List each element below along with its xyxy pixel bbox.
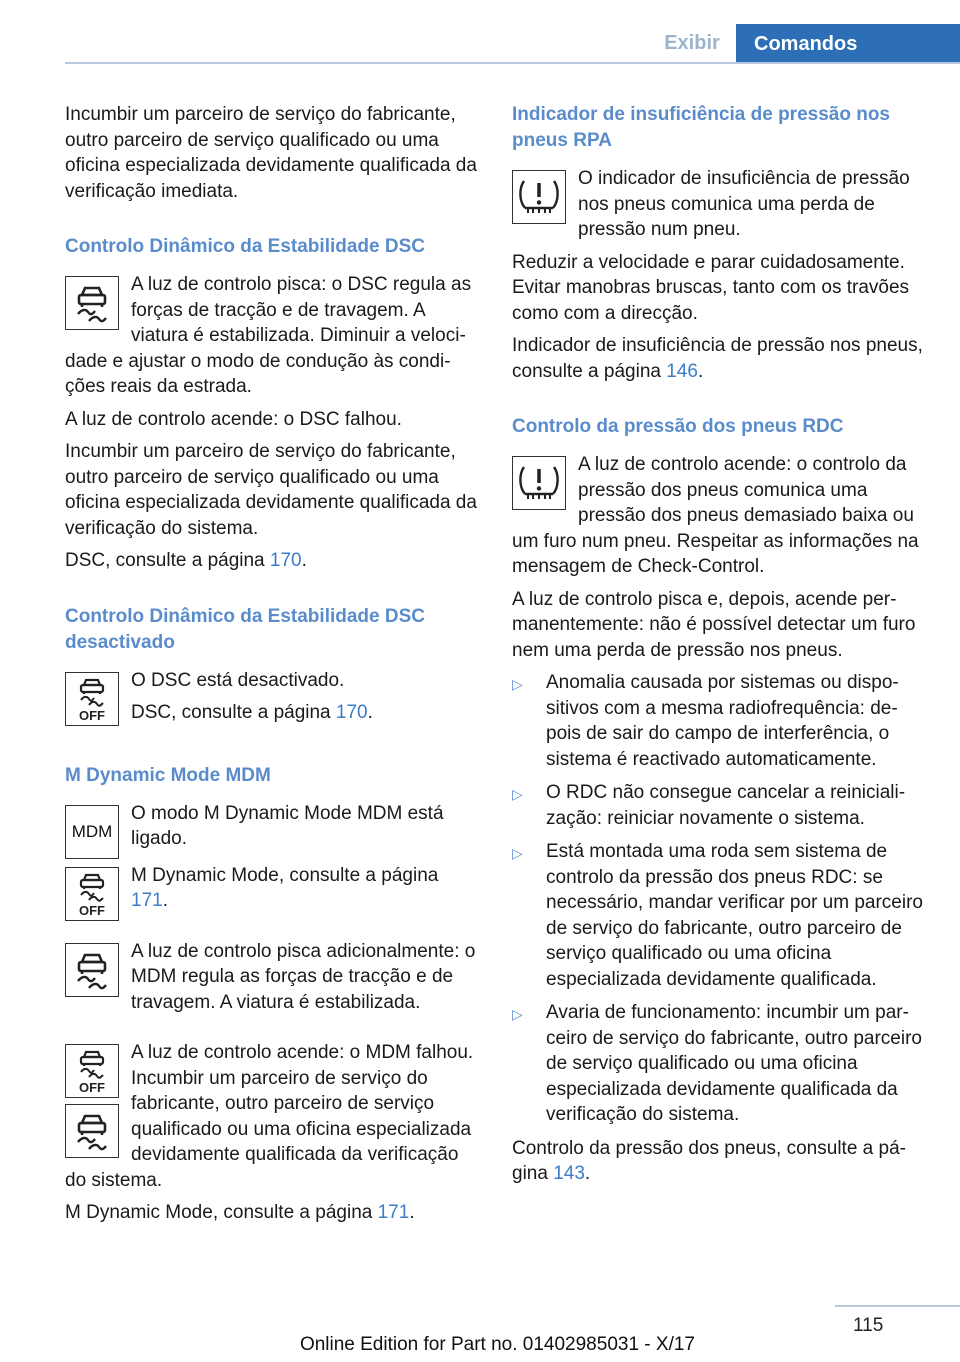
rpa-reference-end: .	[697, 360, 704, 382]
mdm-icon	[65, 805, 119, 859]
triangle-bullet-icon: ▷	[512, 786, 523, 802]
mdm-icon-stack	[65, 1040, 119, 1158]
page-number: 115	[853, 1315, 884, 1336]
mdm-page-link-1[interactable]: 171	[131, 890, 163, 911]
mdm-section-1	[65, 801, 479, 863]
mdm-paragraph-2: A luz de controlo pisca adicionalmente: o MDM regula as forças de tracção e de travagem. A viatura é estabilizada.	[131, 940, 476, 1013]
mdm-reference-1-end: .	[162, 890, 168, 911]
mdm-reference-2-text: M Dynamic Mode, consulte a página	[65, 1202, 378, 1223]
dsc-off-icon	[65, 672, 119, 726]
mdm-paragraph-1: O modo M Dynamic Mode MDM está ligado.	[131, 802, 444, 849]
list-item-text: Está montada uma roda sem sistema de controlo da pressão dos pneus RDC: se necessário, mandar verificar por um parceiro de serviço do fabricante, outro parceiro de serviço qualificado ou uma oficina especializada devidamente qualificada.	[546, 841, 923, 990]
rpa-paragraph-1: O indicador de insuficiência de pressão nos pneus comunica uma perda de pressão num pneu.	[578, 168, 910, 240]
mdm-section-2	[65, 863, 479, 925]
tire-pressure-warning-icon-2	[512, 456, 566, 510]
mdm-reference-2	[65, 1200, 479, 1226]
intro-paragraph: Incumbir um parceiro de serviço do fabricante, outro parceiro de serviço qualificado ou uma oficina especializada devidamente qualificada da verificação imediata.	[65, 104, 477, 202]
dsc-warning-icon-2	[65, 943, 119, 997]
dsc-off-heading: Controlo Dinâmico da Estabilidade DSC desactivado	[65, 605, 425, 653]
dsc-reference-end: .	[301, 550, 307, 571]
mdm-section-4	[65, 1040, 479, 1200]
triangle-bullet-icon: ▷	[512, 1006, 523, 1022]
rpa-reference-text: Indicador de insuficiência de pressão nos pneus, consulte a página	[512, 335, 923, 382]
rdc-paragraph-1: A luz de controlo acende: o controlo da pressão dos pneus comunica uma pressão dos pneus demasiado baixa ou um furo num pneu. Respeitar as informações na mensagem de Check-Control.	[512, 454, 919, 577]
dsc-page-link[interactable]: 170	[269, 550, 302, 571]
dsc-off-icon-3	[65, 1044, 119, 1098]
list-item	[512, 670, 926, 772]
right-column	[512, 102, 926, 1194]
rdc-reference-text: Controlo da pressão dos pneus, consulte a página	[512, 1137, 906, 1184]
mdm-reference-1	[65, 863, 479, 914]
mdm-page-link-2[interactable]: 171	[377, 1202, 410, 1223]
dsc-paragraph-3: Incumbir um parceiro de serviço do fabricante, outro parceiro de serviço qualificado ou uma oficina especializada devidamente qualificada da verificação do sistema.	[65, 441, 477, 539]
tab-exibir[interactable]: Exibir	[664, 32, 720, 54]
mdm-section-3	[65, 939, 479, 1023]
rpa-page-link[interactable]: 146	[666, 360, 698, 382]
triangle-bullet-icon: ▷	[512, 676, 523, 692]
mdm-icon-label: MDM	[71, 821, 113, 841]
left-column	[65, 102, 479, 1233]
mdm-heading: M Dynamic Mode MDM	[65, 764, 271, 786]
edition-footer: Online Edition for Part no. 01402985031 - X/17	[299, 1334, 695, 1355]
rpa-reference	[512, 333, 926, 384]
rdc-page-link[interactable]: 143	[553, 1163, 585, 1184]
dsc-off-section	[65, 668, 479, 733]
dsc-off-reference	[65, 700, 479, 726]
rdc-bullet-list	[512, 670, 926, 1128]
dsc-warning-icon-3	[65, 1104, 119, 1158]
dsc-section	[65, 272, 479, 407]
rpa-heading: Indicador de insuficiência de pressão nos pneus RPA	[512, 104, 890, 151]
header-rule	[65, 62, 960, 64]
triangle-bullet-icon: ▷	[512, 845, 523, 861]
tire-pressure-warning-icon	[512, 170, 566, 224]
rpa-paragraph-2: Reduzir a velocidade e parar cuidadosamente. Evitar manobras bruscas, tanto com os travões como com a direcção.	[512, 251, 910, 324]
dsc-reference	[65, 548, 479, 574]
mdm-reference-1-text: M Dynamic Mode, consulte a página	[131, 864, 439, 886]
list-item-text: O RDC não consegue cancelar a reinicialização: reiniciar novamente o sistema.	[546, 782, 906, 829]
svg-text:OFF: OFF	[79, 707, 105, 723]
mdm-reference-2-end: .	[409, 1202, 415, 1223]
dsc-paragraph-2: A luz de controlo acende: o DSC falhou.	[65, 408, 402, 430]
rpa-section	[512, 166, 926, 250]
rdc-reference-end: .	[584, 1163, 591, 1184]
rdc-paragraph-2: A luz de controlo pisca e, depois, acende permanentemente: não é possível detectar um furo nem uma perda de pressão nos pneus.	[512, 588, 916, 661]
list-item	[512, 1000, 926, 1128]
footer-rule	[835, 1305, 960, 1307]
svg-text:OFF: OFF	[79, 1080, 105, 1095]
list-item	[512, 839, 926, 992]
list-item-text: Anomalia causada por sistemas ou dispositivos com a mesma radiofrequência: depois de sair do campo de interferência, o sistema é reactivado automaticamente.	[546, 672, 899, 770]
dsc-off-icon-2	[65, 867, 119, 921]
rdc-heading: Controlo da pressão dos pneus RDC	[512, 416, 844, 437]
dsc-warning-icon	[65, 276, 119, 330]
tab-comandos[interactable]: Comandos	[736, 24, 960, 64]
dsc-reference-text: DSC, consulte a página	[65, 550, 270, 571]
rdc-reference	[512, 1136, 926, 1187]
dsc-off-page-link[interactable]: 170	[335, 702, 368, 723]
mdm-paragraph-3: A luz de controlo acende: o MDM falhou. Incumbir um parceiro de serviço do fabricante, outro parceiro de serviço qualificado ou uma oficina especializada devidamente qualificada da verificação do sistema.	[65, 1042, 474, 1191]
dsc-off-reference-text: DSC, consulte a página	[131, 702, 336, 723]
dsc-off-reference-end: .	[367, 702, 373, 723]
dsc-heading: Controlo Dinâmico da Estabilidade DSC	[65, 236, 425, 257]
list-item-text: Avaria de funcionamento: incumbir um parceiro de serviço do fabricante, outro parceiro de serviço qualificado ou uma oficina especializada devidamente qualificada da verificação do sistema.	[546, 1002, 922, 1125]
dsc-off-paragraph: O DSC está desactivado.	[131, 669, 345, 691]
svg-text:OFF: OFF	[79, 902, 105, 918]
rdc-section	[512, 452, 926, 580]
dsc-paragraph-1: A luz de controlo pisca: o DSC regula as forças de tracção e de travagem. A viatura é estabilizada. Diminuir a velocidade e ajustar o modo de condução às condições reais da estrada.	[65, 274, 472, 397]
list-item	[512, 780, 926, 831]
